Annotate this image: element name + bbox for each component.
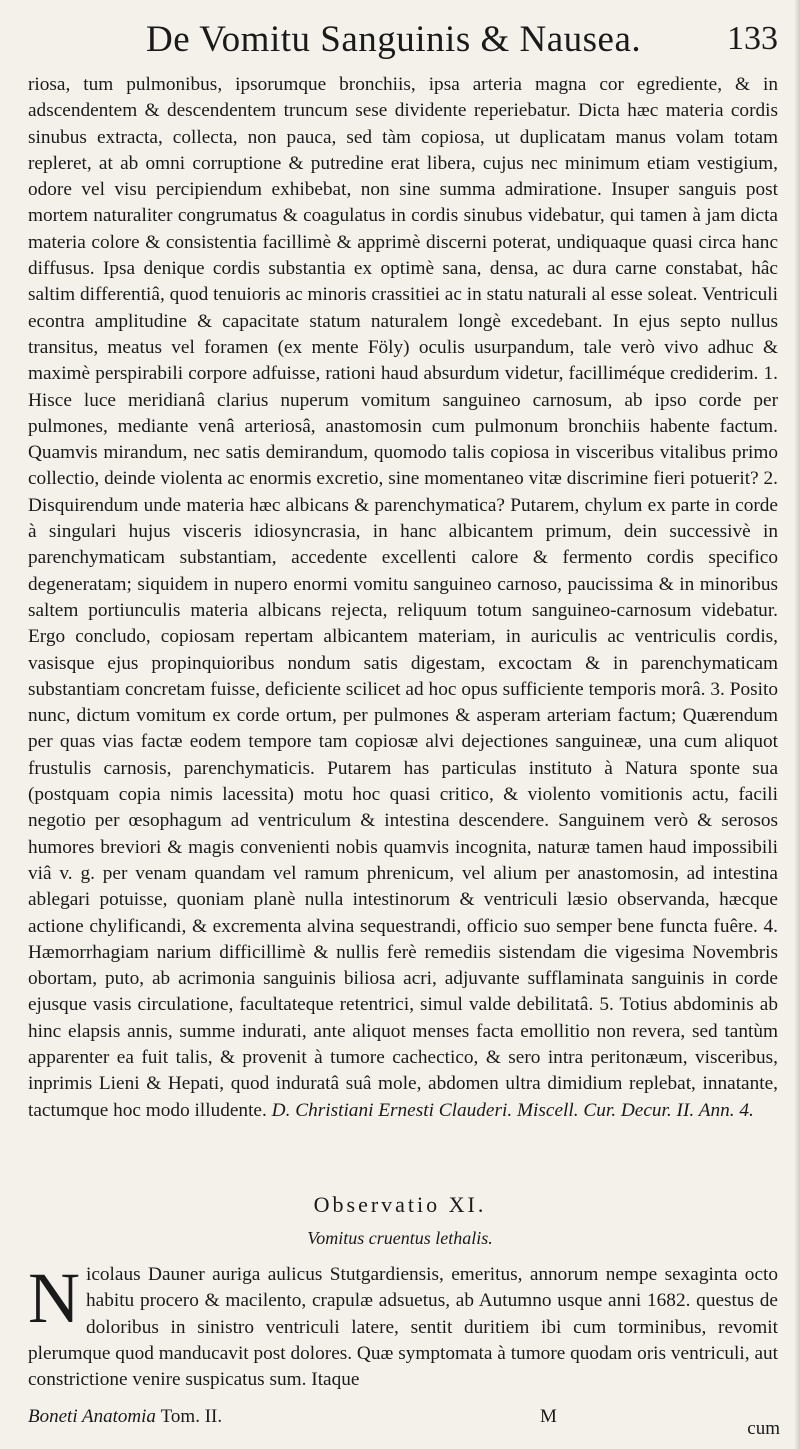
paragraph-text: riosa, tum pulmonibus, ipsorumque bronchiis, ipsa arteria magna cor egrediente, & in adscendentem & descendentem truncum sese dividente reperiebatur. Dicta hæc materia cordis sinubus extracta, collecta, non pauca, sed tàm copiosa, ut duplicatam manus volam totam repleret, at ab omni corruptione & putredine erat libera, cujus nec minimum etiam vestigium, odore vel visu percipiendum exhibebat, non sine summa admiratione. Insuper sanguis post mortem naturaliter congrumatus & coagulatus in cordis sinubus videbatur, qui tamen à jam dicta materia colore & consistentia facillimè & apprimè discerni poterat, undiquaque quasi circa hanc diffusus. Ipsa denique cordis substantia ex optimè sana, densa, ac dura carne constabat, hâc saltim differentiâ, quod tenuioris ac minoris crassitiei ac in statu naturali al esse soleat. Ventriculi econtra amplitudine & capacitate statum naturalem longè excedebant. In ejus septo nullus transitus, meatus vel foramen (ex mente Föly) oculis usurpandum, tale verò vivo adhuc & maximè perspirabili corpore adfuisse, rationi haud absurdum videtur, facilliméque crediderim. 1. Hisce luce meridianâ clarius nuperum vomitum sanguineo carnosum, ab ipso corde per pulmones, mediante venâ arteriosâ, anastomosin cum pulmonum bronchiis habente factum. Quamvis mirandum, nec satis demirandum, quomodo talis copiosa in visceribus vitalibus primo collectio, deinde violenta ac enormis excretio, sine momentaneo vitæ discrimine fieri potuerit? 2. Disquirendum unde materia hæc albicans & parenchymatica? Putarem, chylum ex parte in corde à singulari hujus visceris idiosyncrasia, in hanc albicantem primum, dein successivè in parenchymaticam substantiam, accedente excellenti calore & fermento cordis specifico degeneratam; siquidem in nupero enormi vomitu sanguineo carnoso, paucissima & in minoribus saltem portiunculis materia albicans rejecta, reliquum totum sanguineo-carnosum videbatur. Ergo concludo, copiosam repertam albicantem materiam, in auriculis ac ventriculis cordis, vasisque ejus propinquioribus nondum satis digestam, excoctam & in parenchymaticam substantiam concretam fuisse, deficiente scilicet ad hoc opus sufficiente temporis morâ. 3. Posito nunc, dictum vomitum ex corde ortum, per pulmones & asperam arteriam factum; Quærendum per quas vias factæ eodem tempore tam copiosæ alvi dejectiones sanguineæ, una cum aliquot frustulis carnosis, parenchymaticis. Putarem has particulas instituto à Natura sponte sua (postquam copia nimis lacessita) motu hoc quasi critico, & violento vomitionis actu, facili negotio per œsophagum ad ventriculum & intestina descendere. Sanguinem verò & serosos humores breviori & magis convenienti nobis quamvis incognita, naturæ tamen haud impossibili viâ v. g. per venam quandam vel ramum phrenicum, vel alium per anastomosin, ad intestina ablegari potuisse, quoniam planè nulla intestinorum & ventriculi læsio observanda, hæcque actione chylificandi, & excrementa alvina sequestrandi, officio suo semper bene functa fuêre. 4. Hæmorrhagiam narium difficillimè & nullis ferè remediis sistendam die vigesima Novembris obortam, puto, ab acrimonia sanguinis biliosa acri, adjuvante sufflaminata sanguinis in corde ejusque vasis circulatione, facultateque retentrici, simul valde debilitatâ. 5. Totius abdominis ab hinc elapsis annis, summe indurati, ante aliquot menses facta emollitio non revera, sed tantùm apparenter ea fuit talis, & provenit à tumore cachectico, & sero intra peritonæum, visceribus, inprimis Lieni & Hepati, quod induratâ suâ mole, abdomen ultra dimidium replebat, innatante, tactumque hoc modo illudente.: [28, 74, 778, 1121]
body-text: [28, 72, 778, 1124]
drop-cap: N: [28, 1258, 80, 1338]
signature-mark: M: [540, 1406, 557, 1427]
footer-book-title: Boneti Anatomia: [28, 1406, 156, 1427]
footer-volume: Tom. II.: [160, 1406, 223, 1427]
catchword: cum: [747, 1418, 780, 1439]
scan-edge-shadow: [794, 0, 800, 1449]
observation-paragraph: icolaus Dauner auriga aulicus Stutgardiensis, emeritus, annorum nempe sexaginta octo habitu procero & macilento, crapulæ adsuetus, ab Autumno usque anni 1682. questus de doloribus in sinistro ventriculi latere, sentit duritiem ibi cum torminibus, revomit plerumque quod manducavit post dolores. Quæ symptomata à tumore quodam oris ventriculi, aut constrictione venire suspicatus sum. Itaque: [28, 1264, 778, 1391]
page-footer: [28, 1400, 780, 1440]
citation: D. Christiani Ernesti Clauderi. Miscell. Cur. Decur. II. Ann. 4.: [271, 1099, 754, 1121]
main-paragraph: [28, 72, 778, 1124]
observation-subtitle: Vomitus cruentus lethalis.: [307, 1228, 493, 1248]
page-header: [28, 14, 786, 70]
running-title: De Vomitu Sanguinis & Nausea.: [146, 19, 642, 60]
observation-heading: Observatio XI.: [313, 1192, 487, 1217]
footer-signature: [28, 1406, 222, 1428]
observation-text: [28, 1258, 778, 1393]
page-number: 133: [727, 20, 778, 57]
